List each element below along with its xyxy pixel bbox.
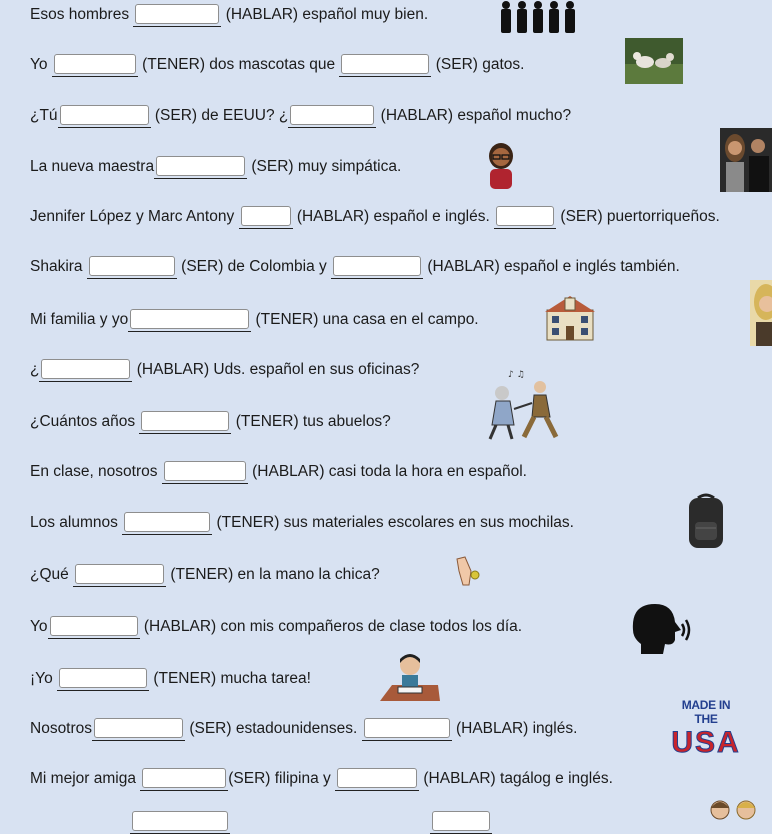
sentence-14 <box>30 667 311 691</box>
answer-blank[interactable] <box>162 461 248 484</box>
sentence-text: ¡Yo <box>30 670 58 687</box>
sentence-text: (HABLAR) español mucho? <box>376 107 572 124</box>
sentence-15 <box>30 717 577 741</box>
sentence-text: ¿Qué <box>30 566 74 583</box>
sentence-text: ¿Tú <box>30 107 58 124</box>
sentence-text: (SER) muy simpática. <box>247 158 402 175</box>
cats-photo <box>625 38 683 84</box>
sentence-text: (SER) gatos. <box>431 56 525 73</box>
answer-blank[interactable] <box>494 206 556 229</box>
celebrity-couple-photo <box>720 128 772 192</box>
sentence-text: (SER) de Colombia y <box>176 258 332 275</box>
sentence-text: (HABLAR) casi toda la hora en español. <box>247 463 527 480</box>
house-icon <box>544 292 596 342</box>
teacher-icon <box>484 142 518 190</box>
answer-blank[interactable] <box>331 256 423 279</box>
sentence-text: Los alumnos <box>30 514 123 531</box>
sentence-text: Mi mejor amiga <box>30 770 141 787</box>
sentence-5 <box>30 205 772 229</box>
sentence-10 <box>30 460 527 484</box>
answer-blank[interactable] <box>154 156 247 179</box>
sentence-text: Mi familia y yo <box>30 311 129 328</box>
speaking-head-icon <box>627 600 695 656</box>
sentence-16 <box>30 767 613 791</box>
sentence-text: ¿Cuántos años <box>30 413 140 430</box>
answer-blank[interactable] <box>73 564 166 587</box>
svg-text:♪ ♫: ♪ ♫ <box>508 370 525 380</box>
sentence-8 <box>30 358 419 382</box>
dancing-grandparents-icon <box>484 365 566 443</box>
sentence-text: (SER) estadounidenses. <box>185 720 362 737</box>
answer-blank[interactable] <box>335 768 419 791</box>
answer-blank[interactable] <box>122 512 212 535</box>
sentence-text: ¿ <box>30 361 40 378</box>
answer-blank[interactable] <box>92 718 185 741</box>
student-studying-icon <box>378 651 442 703</box>
answer-blank[interactable] <box>133 4 221 27</box>
sentence-13 <box>30 615 522 639</box>
sentence-text: (TENER) en la mano la chica? <box>166 566 380 583</box>
sentence-text: (TENER) tus abuelos? <box>231 413 391 430</box>
answer-blank[interactable] <box>430 811 492 834</box>
sentence-2 <box>30 53 524 77</box>
sentence-text: (SER) de EEUU? ¿ <box>150 107 289 124</box>
badge-top-text: MADE IN THE <box>681 698 731 726</box>
answer-blank[interactable] <box>362 718 452 741</box>
sentence-text: (HABLAR) español muy bien. <box>221 6 429 23</box>
group-of-men-icon <box>496 0 582 34</box>
answer-blank[interactable] <box>140 768 228 791</box>
friends-icon <box>704 798 764 827</box>
sentence-6 <box>30 255 680 279</box>
answer-blank[interactable] <box>52 54 138 77</box>
sentence-text: (TENER) sus materiales escolares en sus mochilas. <box>212 514 574 531</box>
badge-usa-text: USA <box>669 726 743 760</box>
answer-blank[interactable] <box>339 54 431 77</box>
sentence-text: (TENER) una casa en el campo. <box>251 311 479 328</box>
sentence-text: (HABLAR) tagálog e inglés. <box>419 770 613 787</box>
sentence-7 <box>30 308 479 332</box>
sentence-3 <box>30 104 571 128</box>
sentence-text: (HABLAR) español e inglés. <box>292 208 495 225</box>
singer-photo <box>750 280 772 346</box>
sentence-text: Yo <box>30 56 52 73</box>
sentence-9 <box>30 410 391 434</box>
answer-blank[interactable] <box>288 105 376 128</box>
sentence-4 <box>30 155 401 179</box>
sentence-text: (HABLAR) inglés. <box>451 720 578 737</box>
sentence-text: (TENER) mucha tarea! <box>149 670 311 687</box>
backpack-icon <box>686 492 726 550</box>
answer-blank[interactable] <box>128 309 251 332</box>
sentence-text: En clase, nosotros <box>30 463 162 480</box>
hand-holding-ball-icon <box>453 555 485 591</box>
answer-blank[interactable] <box>57 668 149 691</box>
sentence-1 <box>30 3 428 27</box>
sentence-11 <box>30 511 574 535</box>
sentence-12 <box>30 563 380 587</box>
sentence-text: (TENER) dos mascotas que <box>137 56 340 73</box>
made-in-usa-badge <box>669 698 743 759</box>
answer-blank[interactable] <box>139 411 231 434</box>
sentence-17-partial <box>30 810 492 834</box>
sentence-text: Nosotros <box>30 720 93 737</box>
answer-blank[interactable] <box>48 616 140 639</box>
answer-blank[interactable] <box>130 811 230 834</box>
sentence-text: La nueva maestra <box>30 158 155 175</box>
sentence-text: Yo <box>30 618 48 635</box>
sentence-text: (HABLAR) Uds. español en sus oficinas? <box>132 361 420 378</box>
answer-blank[interactable] <box>58 105 151 128</box>
sentence-text: (HABLAR) español e inglés también. <box>423 258 680 275</box>
sentence-text: (SER) puertorriqueños. <box>556 208 720 225</box>
sentence-text: Esos hombres <box>30 6 134 23</box>
sentence-text: (HABLAR) con mis compañeros de clase todos los día. <box>139 618 523 635</box>
answer-blank[interactable] <box>239 206 293 229</box>
answer-blank[interactable] <box>87 256 177 279</box>
sentence-text: Shakira <box>30 258 87 275</box>
sentence-text: (SER) filipina y <box>228 770 336 787</box>
answer-blank[interactable] <box>39 359 132 382</box>
sentence-text: Jennifer López y Marc Antony <box>30 208 239 225</box>
